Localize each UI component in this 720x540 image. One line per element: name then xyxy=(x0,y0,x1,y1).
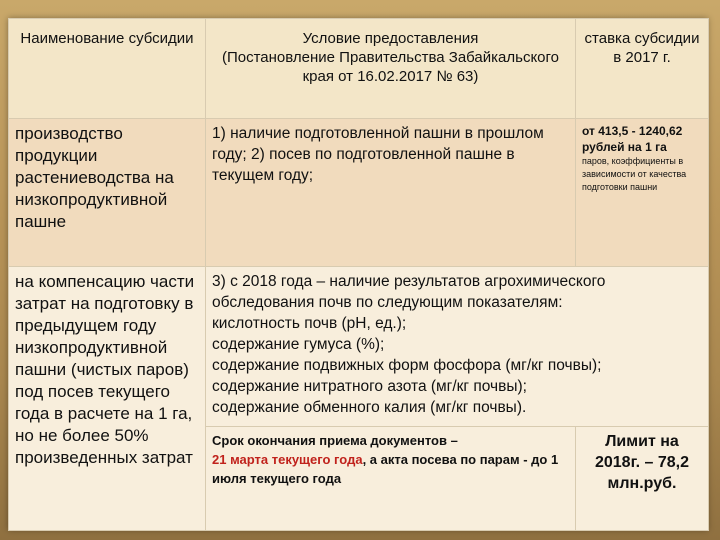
header-col1-text: Наименование субсидии xyxy=(20,30,194,47)
row1-conditions: 1) наличие подготовленной пашни в прошлом году; 2) посев по подготовленной пашне в текущем году; xyxy=(212,125,544,184)
row1-name-cell xyxy=(9,119,206,267)
deadline-text xyxy=(212,450,569,488)
header-col2-title: Условие предоставления xyxy=(302,30,479,47)
header-row xyxy=(9,19,709,119)
row2-cond-line: 3) с 2018 года – наличие результатов агрохимического обследования почв по следующим показателям: xyxy=(212,273,606,311)
row2-cond-line: содержание обменного калия (мг/кг почвы). xyxy=(212,399,527,416)
deadline-intro: Срок окончания приема документов – xyxy=(212,433,458,448)
table-row xyxy=(9,119,709,267)
row2-name: на компенсацию части затрат на подготовку в предыдущем году низкопродуктивной пашни (чистых паров) под посев текущего года в расчете на 1 га, но не более 50% произведенных затрат xyxy=(15,272,195,467)
row1-name: производство продукции растениеводства на низкопродуктивной пашне xyxy=(15,124,174,231)
limit-text: Лимит на 2018г. – 78,2 млн.руб. xyxy=(594,433,690,492)
header-condition xyxy=(206,19,576,119)
row2-cond-line: содержание нитратного азота (мг/кг почвы); xyxy=(212,378,527,395)
row1-rate-main: от 413,5 - 1240,62 рублей на 1 га xyxy=(582,124,683,154)
row2-cond-line: содержание подвижных форм фосфора (мг/кг почвы); xyxy=(212,357,602,374)
row1-conditions-cell xyxy=(206,119,576,267)
row2-conditions-cell xyxy=(206,267,709,427)
row1-rate-cell xyxy=(576,119,709,267)
subsidy-table xyxy=(8,18,709,531)
row2-name-cell xyxy=(9,267,206,531)
row1-rate-note: паров, коэффициенты в зависимости от качества подготовки пашни xyxy=(582,156,687,192)
row2-cond-line: содержание гумуса (%); xyxy=(212,336,385,353)
header-col3-text: ставка субсидии в 2017 г. xyxy=(584,30,700,66)
deadline-rest: , а акта посева по парам - до 1 июля текущего года xyxy=(212,452,559,486)
deadline-date: 21 марта текущего года xyxy=(212,452,363,467)
header-subsidy-name xyxy=(9,19,206,119)
table-row xyxy=(9,267,709,427)
header-col2-decree: (Постановление Правительства Забайкальского края от 16.02.2017 № 63) xyxy=(221,49,560,85)
row2-deadline-cell xyxy=(206,427,576,531)
slide-frame xyxy=(8,18,708,530)
row2-limit-cell xyxy=(576,427,709,531)
row2-cond-line: кислотность почв (рН, ед.); xyxy=(212,315,407,332)
header-rate xyxy=(576,19,709,119)
